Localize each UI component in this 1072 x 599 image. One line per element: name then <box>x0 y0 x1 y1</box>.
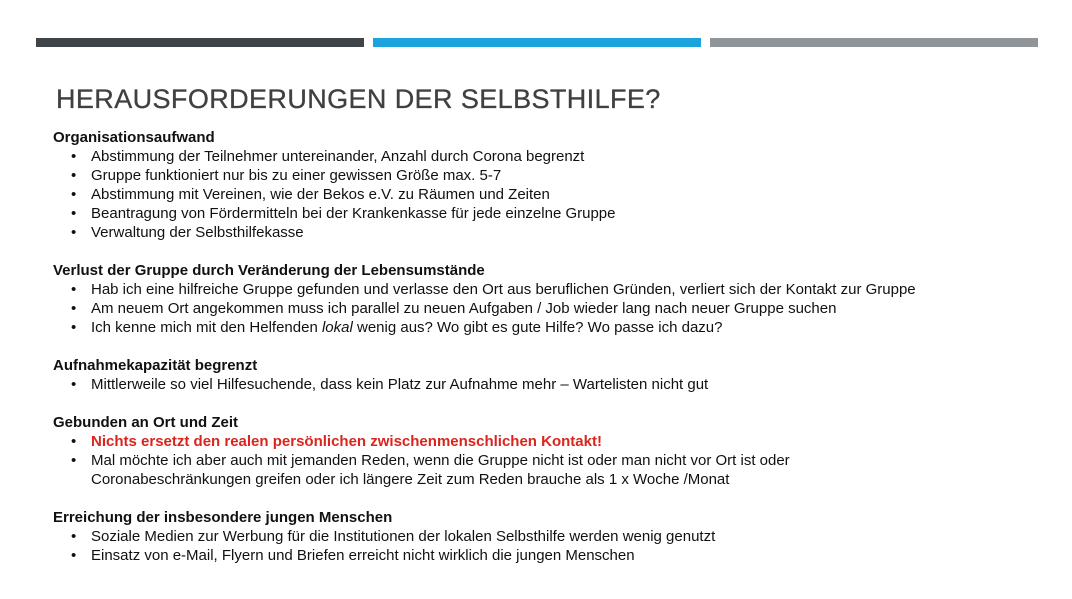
list-item-text-after: wenig aus? Wo gibt es gute Hilfe? Wo passe ich dazu? <box>352 319 723 336</box>
list-item <box>53 546 923 565</box>
section-organisationsaufwand <box>53 128 923 242</box>
bullet-icon: • <box>71 186 77 203</box>
section-erreichung-junger-menschen <box>53 508 923 565</box>
list-item <box>53 375 923 394</box>
slide-content <box>53 128 923 565</box>
bullet-icon: • <box>71 376 77 393</box>
list-item-text: Abstimmung der Teilnehmer untereinander, Anzahl durch Corona begrenzt <box>91 148 585 165</box>
header-bar-blue <box>373 38 701 47</box>
bullet-icon: • <box>71 547 77 564</box>
list-item <box>53 185 923 204</box>
list-item <box>53 280 923 299</box>
list-item-text: Soziale Medien zur Werbung für die Institutionen der lokalen Selbsthilfe werden wenig genutzt <box>91 528 716 545</box>
section-verlust-der-gruppe <box>53 261 923 337</box>
header-decoration-bars <box>36 38 1038 47</box>
list-item-text: Hab ich eine hilfreiche Gruppe gefunden und verlasse den Ort aus beruflichen Gründen, verliert sich der Kontakt zur Gruppe <box>91 281 916 298</box>
section-heading: Erreichung der insbesondere jungen Menschen <box>53 509 393 526</box>
bullet-icon: • <box>71 224 77 241</box>
bullet-icon: • <box>71 300 77 317</box>
bullet-list <box>53 432 923 489</box>
list-item-text-before: Ich kenne mich mit den Helfenden <box>91 319 322 336</box>
section-heading: Verlust der Gruppe durch Veränderung der Lebensumstände <box>53 262 485 279</box>
bullet-list <box>53 280 923 337</box>
header-bar-gray <box>710 38 1038 47</box>
bullet-icon: • <box>71 433 77 450</box>
list-item <box>53 527 923 546</box>
section-heading: Organisationsaufwand <box>53 129 215 146</box>
bullet-list <box>53 375 923 394</box>
list-item-emphasis <box>53 432 923 451</box>
list-item <box>53 318 923 337</box>
list-item <box>53 147 923 166</box>
bullet-icon: • <box>71 205 77 222</box>
section-gebunden-an-ort-und-zeit <box>53 413 923 489</box>
list-item-text: Verwaltung der Selbsthilfekasse <box>91 224 304 241</box>
list-item-text: Mittlerweile so viel Hilfesuchende, dass kein Platz zur Aufnahme mehr – Wartelisten nicht gut <box>91 376 709 393</box>
bullet-icon: • <box>71 452 77 469</box>
list-item-text: Gruppe funktioniert nur bis zu einer gewissen Größe max. 5-7 <box>91 167 502 184</box>
header-bar-dark <box>36 38 364 47</box>
bullet-icon: • <box>71 319 77 336</box>
list-item-text: Beantragung von Fördermitteln bei der Krankenkasse für jede einzelne Gruppe <box>91 205 616 222</box>
list-item <box>53 223 923 242</box>
list-item-text: Einsatz von e-Mail, Flyern und Briefen erreicht nicht wirklich die jungen Menschen <box>91 547 635 564</box>
list-item <box>53 166 923 185</box>
bullet-icon: • <box>71 528 77 545</box>
bullet-list <box>53 147 923 242</box>
list-item <box>53 299 923 318</box>
list-item-text: Abstimmung mit Vereinen, wie der Bekos e.V. zu Räumen und Zeiten <box>91 186 550 203</box>
section-heading: Aufnahmekapazität begrenzt <box>53 357 258 374</box>
bullet-icon: • <box>71 281 77 298</box>
list-item <box>53 204 923 223</box>
list-item-text: Mal möchte ich aber auch mit jemanden Reden, wenn die Gruppe nicht ist oder man nicht vor Ort ist oder Coronabeschränkungen greifen oder ich längere Zeit zum Reden brauche als 1 x Woche /Monat <box>91 452 790 488</box>
emphasis-text: Nichts ersetzt den realen persönlichen zwischenmenschlichen Kontakt! <box>91 433 602 450</box>
bullet-list <box>53 527 923 565</box>
bullet-icon: • <box>71 148 77 165</box>
list-item-text: Am neuem Ort angekommen muss ich parallel zu neuen Aufgaben / Job wieder lang nach neuer Gruppe suchen <box>91 300 837 317</box>
section-heading: Gebunden an Ort und Zeit <box>53 414 238 431</box>
list-item <box>53 451 923 489</box>
section-aufnahmekapazitaet <box>53 356 923 394</box>
bullet-icon: • <box>71 167 77 184</box>
slide-title: HERAUSFORDERUNGEN DER SELBSTHILFE? <box>56 84 661 114</box>
list-item-text-italic: lokal <box>321 319 353 336</box>
